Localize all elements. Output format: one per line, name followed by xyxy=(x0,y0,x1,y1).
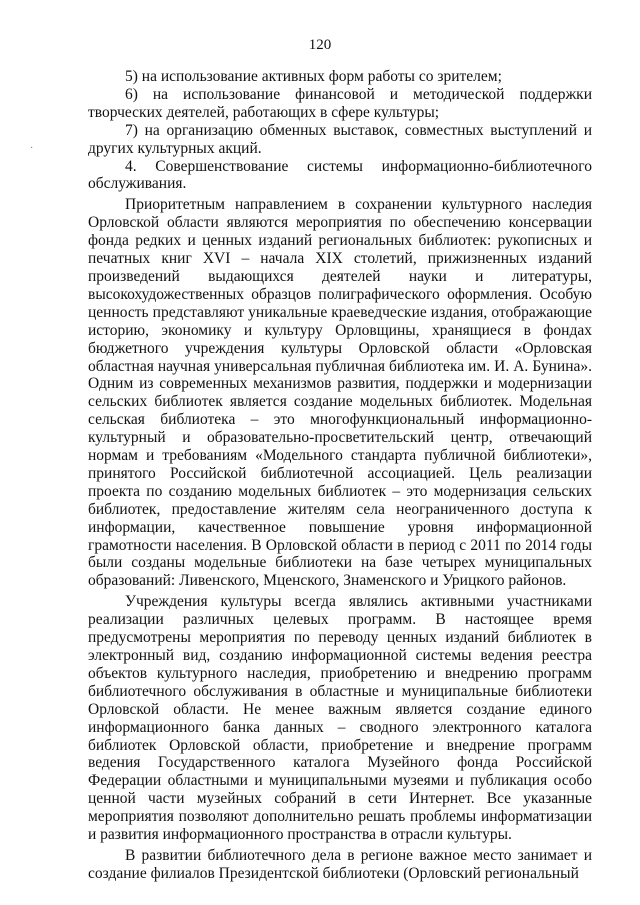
list-item-5: 5) на использование активных форм работы со зрителем; xyxy=(125,68,502,85)
document-body xyxy=(88,68,592,883)
margin-mark: · xyxy=(30,143,34,154)
page-number: 120 xyxy=(308,37,332,53)
body-paragraph: Учреждения культуры всегда являлись активными участниками реализации различных целевых программ. В настоящее время предусмотрены мероприятия по переводу ценных изданий библиотек в электронный вид, созданию информационной системы ведения реестра объектов культурного наследия, приобретению и внедрению программ библиотечного обслуживания в областные и муниципальные библиотеки Орловской области. Не менее важным является создание единого информационного банка данных – сводного электронного каталога библиотек Орловской области, приобретение и внедрение программ ведения Государственного каталога Музейного фонда Российской Федерации областными и муниципальными музеями и публикация особо ценной части музейных собраний в сети Интернет. Все указанные мероприятия позволяют дополнительно решать проблемы информатизации и развития информационного пространства в отрасли культуры. xyxy=(88,593,592,844)
section-heading: 4. Совершенствование системы информационно-библиотечного обслуживания. xyxy=(88,157,592,193)
list-item-7: 7) на организацию обменных выставок, совместных выступлений и других культурных акций. xyxy=(88,121,592,157)
list-item-6: 6) на использование финансовой и методической поддержки творческих деятелей, работающих в сфере культуры; xyxy=(88,85,592,121)
body-paragraph: В развитии библиотечного дела в регионе важное место занимает и создание филиалов Президентской библиотеки (Орловский региональный xyxy=(88,846,592,882)
body-paragraph: Приоритетным направлением в сохранении культурного наследия Орловской области являются мероприятия по обеспечению консервации фонда редких и ценных изданий региональных библиотек: рукописных и печатных книг XVI – начала XIX столетий, прижизненных изданий произведений выдающихся деятелей науки и литературы, высокохудожественных образцов полиграфического оформления. Особую ценность представляют уникальные краеведческие издания, отображающие историю, экономику и культуру Орловщины, хранящиеся в фондах бюджетного учреждения культуры Орловской области «Орловская областная научная универсальная публичная библиотека им. И. А. Бунина». Одним из современных механизмов развития, поддержки и модернизации сельских библиотек является создание модельных библиотек. Модельная сельская библиотека – это многофункциональный информационно-культурный и образовательно-просветительский центр, отвечающий нормам и требованиям «Модельного стандарта публичной библиотеки», принятого Российской библиотечной ассоциацией. Цель реализации проекта по созданию модельных библиотек – это модернизация сельских библиотек, предоставление жителям села неограниченного доступа к информации, качественное повышение уровня информационной грамотности населения. В Орловской области в период с 2011 по 2014 годы были созданы модельные библиотеки на базе четырех муниципальных образований: Ливенского, Мценского, Знаменского и Урицкого районов. xyxy=(88,196,592,590)
